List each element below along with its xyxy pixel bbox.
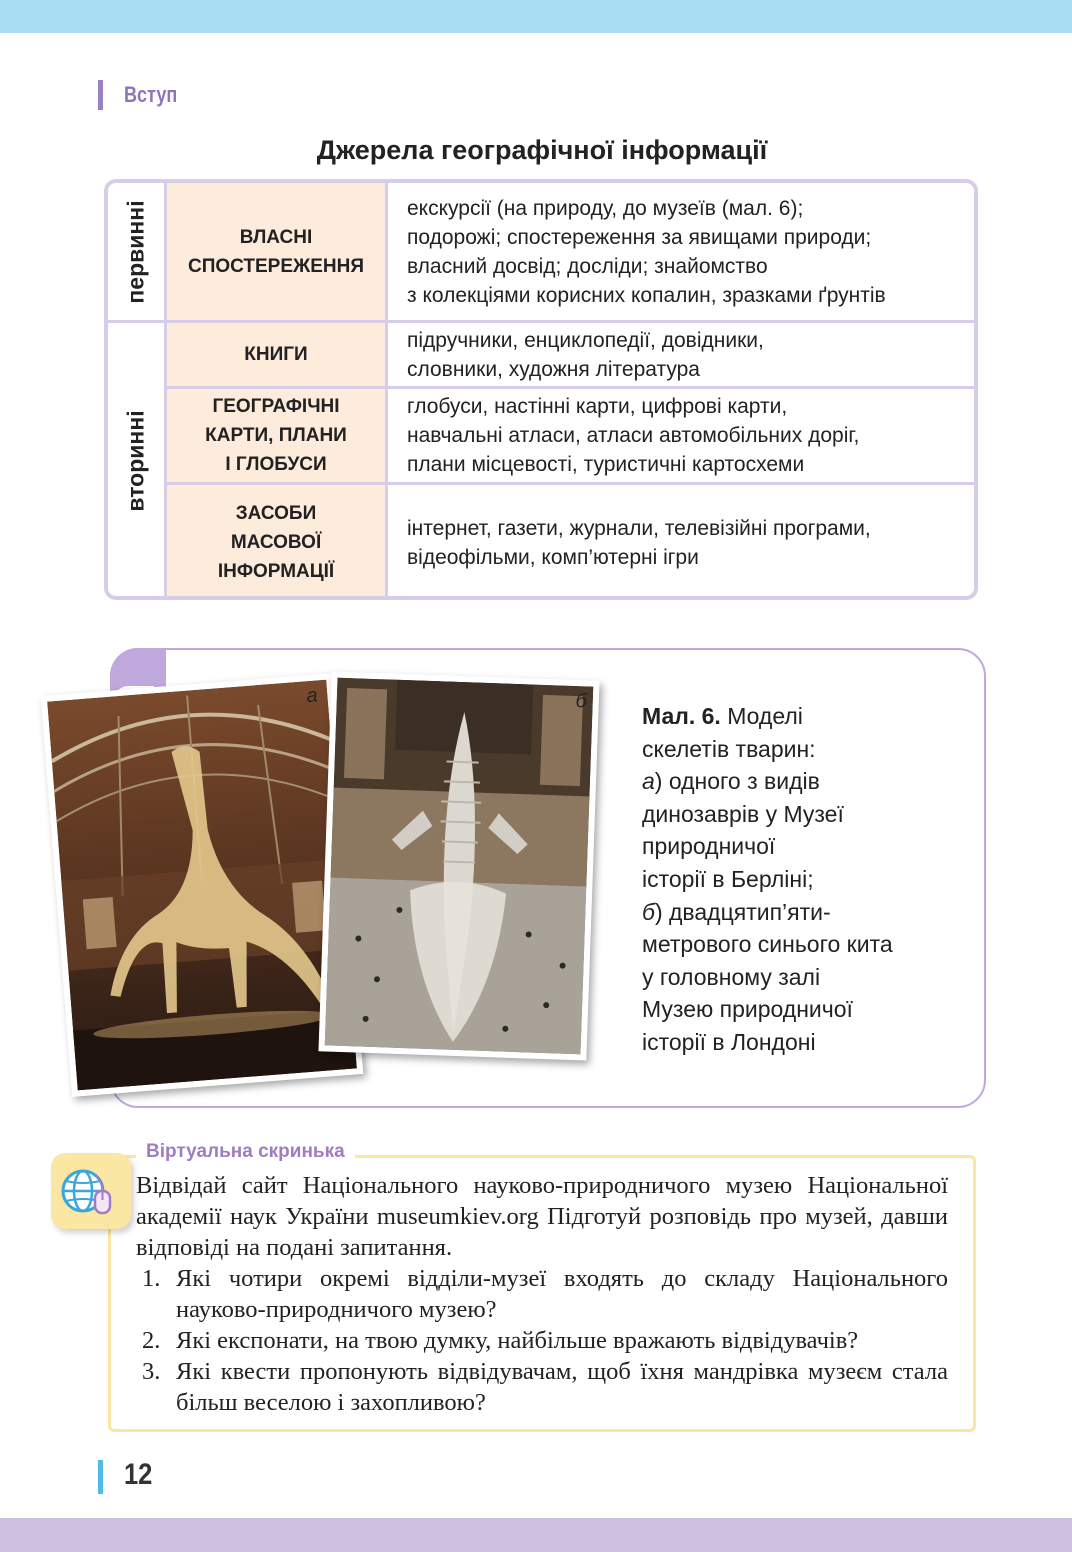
caption-text: динозаврів у Музеї: [642, 800, 844, 827]
caption-text: Музею природничої: [642, 996, 853, 1023]
photo-whale-skeleton: [318, 671, 599, 1060]
row-description: інтернет, газети, журнали, телевізійні програми, відеофільми, комп’ютерні ігри: [407, 516, 871, 569]
virtual-box-text: [136, 1170, 948, 1418]
caption-text: історії в Берліні;: [642, 865, 814, 892]
question-number: 3.: [142, 1358, 161, 1385]
caption-letter-a: а: [642, 768, 655, 795]
row-category: ГЕОГРАФІЧНІ КАРТИ, ПЛАНИ І ГЛОБУСИ: [167, 389, 385, 482]
section-title: Вступ: [124, 82, 178, 107]
row-category: КНИГИ: [167, 323, 385, 386]
question-number: 1.: [142, 1265, 161, 1292]
globe-icon: [57, 1161, 121, 1221]
caption-text: Моделі: [720, 703, 803, 729]
question-text: Які експонати, на твою думку, найбільше вражають відвідувачів?: [176, 1327, 859, 1354]
table-row: [167, 389, 978, 482]
row-description: глобуси, настінні карти, цифрові карти, навчальні атласи, атласи автомобільних доріг, плани місцевості, туристичні картосхеми: [407, 395, 860, 476]
list-item: [136, 1263, 948, 1325]
globe-mouse-icon: [51, 1153, 131, 1229]
table-row: [167, 183, 978, 320]
row-category: ЗАСОБИ МАСОВОЇ ІНФОРМАЦІЇ: [167, 485, 385, 600]
group-primary: [108, 183, 164, 320]
table-row: [167, 323, 978, 386]
photo-a-letter: а: [305, 684, 319, 708]
caption-letter-b: б: [642, 898, 655, 925]
photo-b-letter: б: [575, 689, 588, 713]
photo-dinosaur-skeleton: [41, 673, 364, 1097]
table-title: Джерела географічної інформації: [316, 135, 768, 165]
group-secondary-label: вторинні: [122, 410, 149, 512]
table-divider: [385, 183, 388, 600]
group-primary-label: первинні: [122, 199, 149, 304]
row-category: ВЛАСНІ СПОСТЕРЕЖЕННЯ: [167, 183, 385, 320]
caption-text: ) двадцятип’яти-: [654, 898, 831, 925]
info-sources-table: [104, 179, 978, 600]
group-secondary: [108, 322, 164, 600]
caption-label: Мал. 6.: [642, 703, 721, 729]
whale-hall-image: [325, 678, 594, 1055]
page-number: 12: [124, 1458, 153, 1491]
caption-text: у головному залі: [642, 963, 821, 990]
page-number-marker: [98, 1460, 103, 1494]
top-color-band: [0, 0, 1072, 33]
list-item: [136, 1325, 948, 1356]
row-description: підручники, енциклопедії, довідники, словники, художня література: [407, 328, 764, 381]
caption-text: історії в Лондоні: [642, 1028, 816, 1055]
caption-text: природничої: [642, 833, 776, 860]
dinosaur-hall-image: [47, 680, 357, 1091]
table-row: [167, 485, 978, 600]
virtual-box-title: Віртуальна скринька: [136, 1141, 355, 1163]
caption-text: ) одного з видів: [654, 768, 820, 795]
section-marker: [98, 80, 103, 110]
virtual-box-intro: Відвідай сайт Національного науково-природничого музею Національної академії наук України museumkiev.org Підготуй розповідь про музей, давши відповіді на подані запитання.: [136, 1172, 948, 1261]
question-number: 2.: [142, 1327, 161, 1354]
question-text: Які чотири окремі відділи-музеї входять до складу Національного науково-природничого музею?: [176, 1265, 948, 1323]
row-description: екскурсії (на природу, до музеїв (мал. 6); подорожі; спостереження за явищами природи; власний досвід; досліди; знайомство з колекціями корисних копалин, зразками ґрунтів: [407, 196, 886, 307]
table-divider: [164, 183, 167, 600]
bottom-color-band: [0, 1518, 1072, 1552]
caption-text: скелетів тварин:: [642, 735, 816, 762]
figure-caption: [642, 700, 962, 1059]
question-text: Які квести пропонують відвідувачам, щоб їхня мандрівка музеєм стала більш веселою і захопливою?: [176, 1358, 948, 1416]
question-list: [136, 1263, 948, 1418]
list-item: [136, 1356, 948, 1418]
caption-text: метрового синього кита: [642, 931, 893, 958]
